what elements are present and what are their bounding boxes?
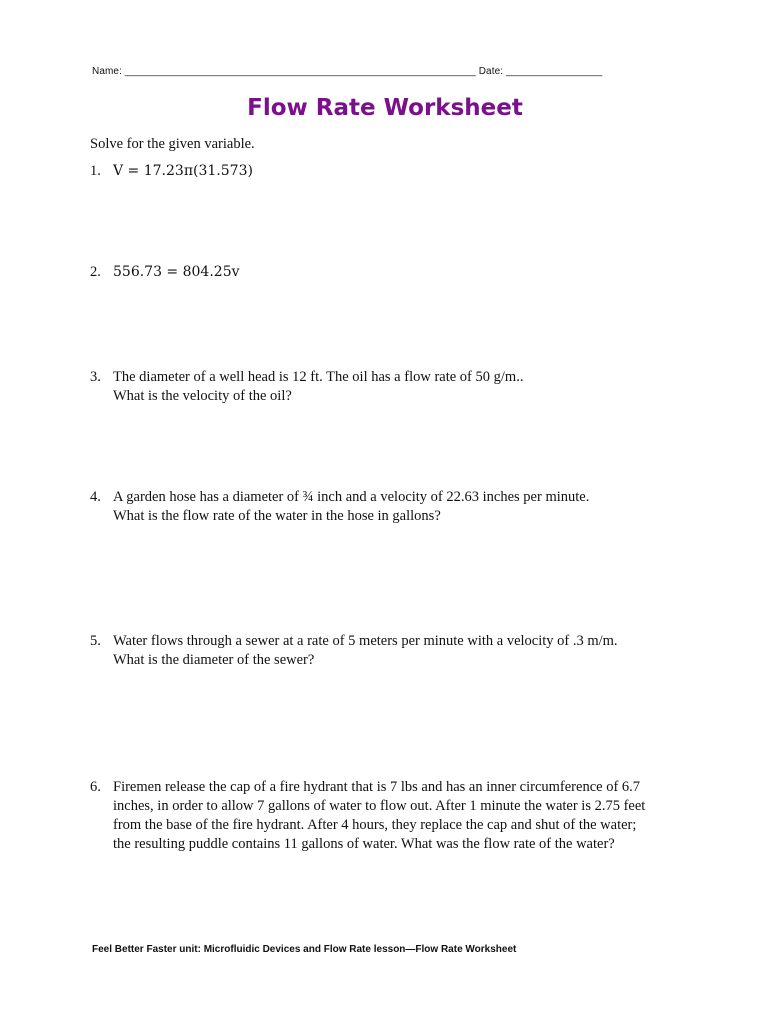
problem-number: 3.	[90, 369, 101, 385]
name-date-header: Name: ______________________________________________________________ Date: _________________	[92, 66, 603, 77]
problem-3	[90, 368, 690, 406]
problem-2	[90, 263, 690, 282]
footer: Feel Better Faster unit: Microfluidic Devices and Flow Rate lesson—Flow Rate Worksheet	[92, 944, 517, 955]
problem-number: 5.	[90, 633, 101, 649]
problem-text-line: inches, in order to allow 7 gallons of water to flow out. After 1 minute the water is 2.75 feet	[113, 798, 646, 814]
problem-number: 4.	[90, 489, 101, 505]
problem-text-line: from the base of the fire hydrant. After 4 hours, they replace the cap and shut of the water;	[113, 817, 637, 833]
problem-6	[90, 778, 690, 854]
problem-text-line: V = 17.23π(31.573)	[113, 163, 253, 179]
problem-text-line: The diameter of a well head is 12 ft. The oil has a flow rate of 50 g/m..	[113, 369, 524, 385]
problem-1	[90, 162, 690, 181]
problem-text-line: What is the flow rate of the water in the hose in gallons?	[113, 508, 441, 524]
problem-text-line: Firemen release the cap of a fire hydrant that is 7 lbs and has an inner circumference of 6.7	[113, 779, 641, 795]
page-title: Flow Rate Worksheet	[247, 95, 523, 121]
problem-number: 6.	[90, 779, 101, 795]
problem-number: 1.	[90, 163, 101, 179]
problem-text-line: A garden hose has a diameter of ¾ inch and a velocity of 22.63 inches per minute.	[113, 489, 590, 505]
instructions: Solve for the given variable.	[90, 136, 255, 152]
problem-4	[90, 488, 690, 526]
problem-number: 2.	[90, 264, 101, 280]
problem-text-line: the resulting puddle contains 11 gallons of water. What was the flow rate of the water?	[113, 836, 615, 852]
problem-text-line: Water flows through a sewer at a rate of 5 meters per minute with a velocity of .3 m/m.	[113, 633, 618, 649]
problem-text-line: What is the velocity of the oil?	[113, 388, 292, 404]
problem-5	[90, 632, 690, 670]
problem-text-line: 556.73 = 804.25v	[113, 264, 240, 280]
problem-text-line: What is the diameter of the sewer?	[113, 652, 315, 668]
